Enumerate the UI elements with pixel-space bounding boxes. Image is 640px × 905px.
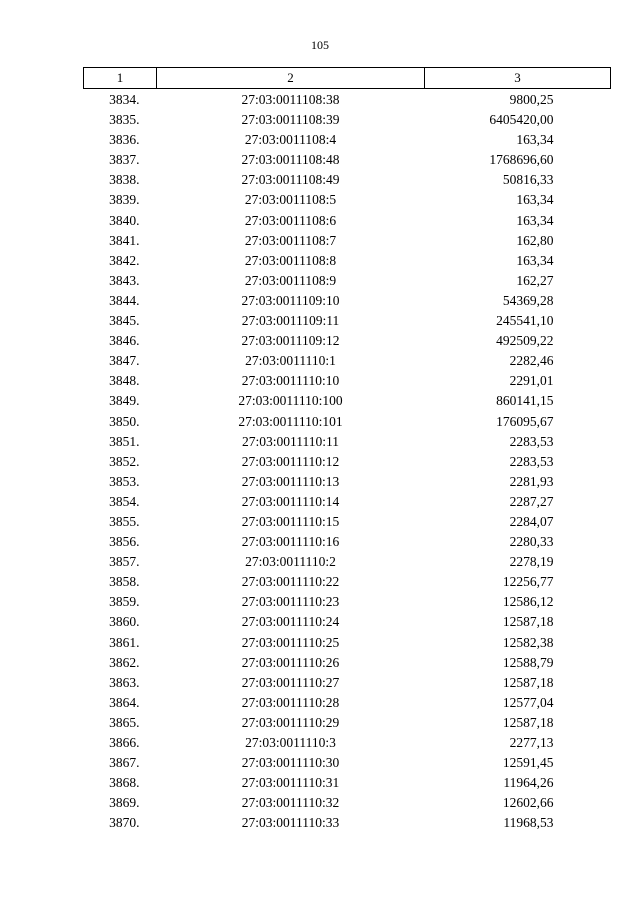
cadastral-number: 27:03:0011110:27 <box>241 674 340 690</box>
row-number: 3853. <box>109 473 140 489</box>
cadastral-value: 12602,66 <box>502 795 554 811</box>
table-row <box>84 532 611 552</box>
cadastral-number: 27:03:0011108:39 <box>241 112 340 128</box>
row-number: 3854. <box>109 493 140 509</box>
table-row <box>84 311 611 331</box>
cadastral-number: 27:03:0011108:38 <box>241 92 340 107</box>
cadastral-number: 27:03:0011110:28 <box>241 694 340 710</box>
table-row <box>84 251 611 271</box>
table-row <box>84 432 611 452</box>
table-row <box>84 633 611 653</box>
table-row <box>84 351 611 371</box>
row-number: 3837. <box>109 152 140 168</box>
column-header-2: 2 <box>157 68 425 89</box>
cadastral-number: 27:03:0011108:5 <box>244 192 337 208</box>
cadastral-number: 27:03:0011110:23 <box>241 594 340 610</box>
cadastral-value: 12587,18 <box>502 674 554 690</box>
row-number: 3836. <box>109 132 140 148</box>
table-row <box>84 572 611 592</box>
table-row <box>84 271 611 291</box>
row-number: 3834. <box>109 92 140 107</box>
table-row <box>84 291 611 311</box>
cadastral-number: 27:03:0011110:13 <box>241 473 340 489</box>
table-row <box>84 89 611 111</box>
row-number: 3844. <box>109 292 140 308</box>
cadastral-number: 27:03:0011110:100 <box>238 393 343 409</box>
table-row <box>84 371 611 391</box>
header-row <box>84 68 611 89</box>
row-number: 3852. <box>109 453 140 469</box>
table-row <box>84 331 611 351</box>
cadastral-value: 6405420,00 <box>489 112 554 128</box>
row-number: 3867. <box>109 755 140 771</box>
cadastral-value: 2283,53 <box>509 453 554 469</box>
table-row <box>84 492 611 512</box>
row-number: 3840. <box>109 212 140 228</box>
row-number: 3850. <box>109 413 140 429</box>
row-number: 3863. <box>109 674 140 690</box>
cadastral-value: 163,34 <box>516 132 554 148</box>
cadastral-value: 162,80 <box>516 232 554 248</box>
cadastral-value: 12588,79 <box>502 654 554 670</box>
row-number: 3866. <box>109 735 140 750</box>
cadastral-value: 9800,25 <box>509 92 554 107</box>
cadastral-number: 27:03:0011110:26 <box>241 654 340 670</box>
cadastral-value: 12582,38 <box>502 634 554 650</box>
cadastral-value: 2291,01 <box>509 373 554 389</box>
row-number: 3869. <box>109 795 140 811</box>
table-row <box>84 612 611 632</box>
row-number: 3857. <box>109 554 140 570</box>
row-number: 3856. <box>109 534 140 550</box>
table-row <box>84 673 611 693</box>
cadastral-number: 27:03:0011110:101 <box>238 413 343 429</box>
table-row <box>84 472 611 492</box>
table-row <box>84 150 611 170</box>
row-number: 3860. <box>109 614 140 630</box>
table-row <box>84 512 611 532</box>
table-row <box>84 793 611 813</box>
cadastral-number: 27:03:0011110:1 <box>245 353 336 369</box>
column-header-1: 1 <box>84 68 157 89</box>
table-row <box>84 190 611 210</box>
cadastral-value: 12577,04 <box>502 694 554 710</box>
cadastral-number: 27:03:0011110:24 <box>241 614 340 630</box>
cadastral-value: 163,34 <box>516 212 554 228</box>
row-number: 3835. <box>109 112 140 128</box>
cadastral-number: 27:03:0011110:15 <box>241 513 340 529</box>
table-body <box>84 89 611 834</box>
cadastral-value: 1768696,60 <box>489 152 554 168</box>
row-number: 3839. <box>109 192 140 208</box>
table-row <box>84 713 611 733</box>
table-row <box>84 592 611 612</box>
cadastral-value: 2281,93 <box>509 473 554 489</box>
cadastral-number: 27:03:0011110:32 <box>241 795 340 811</box>
row-number: 3838. <box>109 172 140 188</box>
table-row <box>84 412 611 432</box>
cadastral-value: 50816,33 <box>502 172 554 188</box>
table-row <box>84 452 611 472</box>
row-number: 3862. <box>109 654 140 670</box>
cadastral-number: 27:03:0011110:25 <box>241 634 340 650</box>
cadastral-value: 492509,22 <box>496 333 554 349</box>
table-row <box>84 753 611 773</box>
cadastral-number: 27:03:0011110:30 <box>241 755 340 771</box>
cadastral-number: 27:03:0011108:4 <box>244 132 337 148</box>
cadastral-number: 27:03:0011108:9 <box>244 272 337 288</box>
cadastral-table <box>83 67 611 833</box>
cadastral-number: 27:03:0011109:10 <box>241 292 340 308</box>
cadastral-number: 27:03:0011109:11 <box>241 313 340 329</box>
table-row <box>84 211 611 231</box>
cadastral-value: 12591,45 <box>502 755 554 771</box>
table-row <box>84 110 611 130</box>
cadastral-number: 27:03:0011108:8 <box>244 252 337 268</box>
cadastral-value: 2277,13 <box>509 735 554 750</box>
row-number: 3868. <box>109 775 140 791</box>
cadastral-value: 12586,12 <box>502 594 554 610</box>
cadastral-number: 27:03:0011110:14 <box>241 493 340 509</box>
page-number: 105 <box>311 38 329 52</box>
row-number: 3859. <box>109 594 140 610</box>
row-number: 3855. <box>109 513 140 529</box>
table-row <box>84 130 611 150</box>
cadastral-number: 27:03:0011110:11 <box>242 433 339 449</box>
table-row <box>84 391 611 411</box>
row-number: 3849. <box>109 393 140 409</box>
cadastral-value: 2280,33 <box>509 534 554 550</box>
cadastral-number: 27:03:0011108:6 <box>244 212 337 228</box>
cadastral-value: 12587,18 <box>502 614 554 630</box>
table-header <box>84 68 611 89</box>
row-number: 3870. <box>109 815 140 831</box>
row-number: 3865. <box>109 714 140 730</box>
cadastral-value: 2284,07 <box>509 513 554 529</box>
cadastral-value: 162,27 <box>516 272 554 288</box>
table-row <box>84 653 611 673</box>
row-number: 3841. <box>109 232 140 248</box>
cadastral-number: 27:03:0011110:33 <box>241 815 340 831</box>
row-number: 3861. <box>109 634 140 650</box>
row-number: 3842. <box>109 252 140 268</box>
row-number: 3845. <box>109 313 140 329</box>
table-row <box>84 231 611 251</box>
table-row <box>84 733 611 753</box>
row-number: 3843. <box>109 272 140 288</box>
cadastral-number: 27:03:0011110:31 <box>241 775 340 791</box>
column-header-3: 3 <box>425 68 611 89</box>
cadastral-number: 27:03:0011110:29 <box>241 714 340 730</box>
cadastral-number: 27:03:0011110:3 <box>245 735 336 750</box>
cadastral-number: 27:03:0011110:22 <box>241 574 340 590</box>
table-row <box>84 693 611 713</box>
cadastral-value: 163,34 <box>516 192 554 208</box>
cadastral-number: 27:03:0011110:12 <box>241 453 340 469</box>
cadastral-number: 27:03:0011108:7 <box>244 232 337 248</box>
cadastral-number: 27:03:0011110:2 <box>245 554 336 570</box>
row-number: 3848. <box>109 373 140 389</box>
row-number: 3851. <box>109 433 140 449</box>
cadastral-value: 54369,28 <box>502 292 554 308</box>
cadastral-value: 11964,26 <box>503 775 554 791</box>
cadastral-value: 2278,19 <box>509 554 554 570</box>
cadastral-value: 245541,10 <box>496 313 554 329</box>
cadastral-number: 27:03:0011108:49 <box>241 172 340 188</box>
row-number: 3858. <box>109 574 140 590</box>
cadastral-value: 176095,67 <box>496 413 554 429</box>
cadastral-value: 163,34 <box>516 252 554 268</box>
table-row <box>84 813 611 833</box>
cadastral-number: 27:03:0011108:48 <box>241 152 340 168</box>
cadastral-number: 27:03:0011110:10 <box>241 373 340 389</box>
table-row <box>84 552 611 572</box>
cadastral-value: 12587,18 <box>502 714 554 730</box>
cadastral-value: 2282,46 <box>509 353 554 369</box>
cadastral-value: 860141,15 <box>496 393 554 409</box>
row-number: 3864. <box>109 694 140 710</box>
cadastral-table-container <box>83 67 610 833</box>
cadastral-value: 2283,53 <box>509 433 554 449</box>
cadastral-value: 11968,53 <box>503 815 554 831</box>
table-row <box>84 170 611 190</box>
row-number: 3847. <box>109 353 140 369</box>
table-row <box>84 773 611 793</box>
cadastral-number: 27:03:0011110:16 <box>241 534 340 550</box>
row-number: 3846. <box>109 333 140 349</box>
cadastral-value: 12256,77 <box>502 574 554 590</box>
cadastral-value: 2287,27 <box>509 493 554 509</box>
cadastral-number: 27:03:0011109:12 <box>241 333 340 349</box>
